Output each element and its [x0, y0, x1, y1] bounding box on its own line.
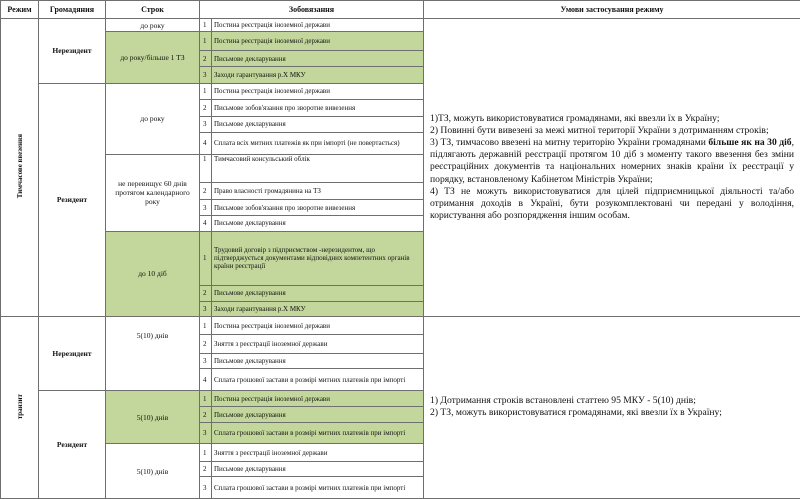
- table-row: [1, 19, 800, 32]
- term-cell: до 10 діб: [106, 231, 200, 316]
- header-citizenship: Громадяния: [39, 1, 106, 19]
- obligation-number: 2: [200, 335, 212, 354]
- obligation-text: Сплата грошової застави в розмірі митних платежів при імпорті: [212, 422, 424, 444]
- term-cell: не перевищує 60 днів протягом календарного року: [106, 154, 200, 231]
- obligation-text: Трудовий договір з підприємством -нерезидентом, що підтверджується документами відповідних компетентних органів країни реєстрації: [212, 231, 424, 285]
- obligation-text: Постина реєстрація іноземної держави: [212, 32, 424, 51]
- obligation-text: Письмове декларування: [212, 353, 424, 368]
- obligation-text: Письмове декларування: [212, 50, 424, 66]
- obligation-text: Письмове декларування: [212, 286, 424, 301]
- condition-item: 4) ТЗ не можуть використовуватися для цілей підприємницької діяльності та/або отримання доходів в Україні, бути розукомплектовані чи передані у володіння, користування або розпорядження іншим особам.: [430, 185, 795, 221]
- obligation-number: 3: [200, 301, 212, 316]
- obligation-number: 3: [200, 422, 212, 444]
- obligation-number: 4: [200, 133, 212, 155]
- obligation-text: Зняття з реєстрації іноземної держави: [212, 335, 424, 354]
- obligation-text: Заходи гарантування р.Х МКУ: [212, 301, 424, 316]
- obligation-text: Письмове зобов'язання про зворотне вивезення: [212, 100, 424, 116]
- regime-cell-temporary-import: [1, 19, 39, 317]
- header-row: [1, 1, 800, 19]
- obligation-number: 3: [200, 116, 212, 132]
- header-obligations: Зобовязання: [200, 1, 424, 19]
- obligation-text: Сплата всіх митних платежів як при імпорті (не повертається): [212, 133, 424, 155]
- condition-text: 3) ТЗ, тимчасово ввезені на митну територію України громадянами: [430, 137, 709, 149]
- condition-text: , підлягають державній реєстрації протягом 10 діб з моменту такого ввезення без зміни реєстраційних документів та національних номерних знаків країни їх реєстрації у порядку, встановленому Кабінетом Міністрів України;: [430, 137, 795, 185]
- group-nonresident: Нерезидент: [39, 316, 106, 390]
- obligation-number: 1: [200, 83, 212, 99]
- obligation-text: Право власності громадянина на ТЗ: [212, 183, 424, 199]
- obligation-text: Письмове декларування: [212, 216, 424, 231]
- condition-item: 2) Повинні бути вивезені за межі митної території України з дотриманням строків;: [430, 125, 769, 137]
- obligation-number: 3: [200, 67, 212, 83]
- term-cell: 5(10) днів: [106, 316, 200, 390]
- group-nonresident: Нерезидент: [39, 19, 106, 84]
- obligation-text: Сплата грошової застави в розмірі митних платежів при імпорті: [212, 369, 424, 391]
- header-regime: Режим: [1, 1, 39, 19]
- header-conditions: Умови застосування режиму: [424, 1, 800, 19]
- obligation-number: 1: [200, 231, 212, 285]
- obligation-number: 1: [200, 316, 212, 335]
- obligation-text: Постина реєстрація іноземної держави: [212, 390, 424, 406]
- group-resident: Резидент: [39, 83, 106, 316]
- obligation-number: 1: [200, 390, 212, 406]
- obligation-number: 1: [200, 32, 212, 51]
- obligation-number: 2: [200, 407, 212, 422]
- obligation-number: 3: [200, 477, 212, 499]
- header-term: Строк: [106, 1, 200, 19]
- obligation-number: 4: [200, 369, 212, 391]
- obligation-text: Постина реєстрація іноземної держави: [212, 316, 424, 335]
- obligation-text: Постина реєстрація іноземної держави: [212, 19, 424, 32]
- conditions-transit: [424, 316, 800, 498]
- obligation-text: Сплата грошової застави в розмірі митних платежів при імпорті: [212, 477, 424, 499]
- obligation-text: Письмове зобов'язання про зворотне вивезення: [212, 199, 424, 215]
- condition-emphasis: більше як на 30 діб: [708, 137, 792, 149]
- obligation-number: 2: [200, 183, 212, 199]
- obligation-text: Постина реєстрація іноземної держави: [212, 83, 424, 99]
- condition-item: 2) ТЗ, можуть використовуватися громадянами, які ввезли їх в Україну;: [430, 407, 722, 419]
- obligation-number: 1: [200, 154, 212, 183]
- obligation-text: Зняття з реєстрації іноземної держави: [212, 444, 424, 461]
- obligation-text: Тимчасовий консульський облік: [212, 154, 424, 183]
- obligation-text: Письмове декларування: [212, 461, 424, 476]
- obligation-text: Заходи гарантування р.Х МКУ: [212, 67, 424, 83]
- obligation-number: 2: [200, 286, 212, 301]
- obligation-number: 2: [200, 461, 212, 476]
- obligation-number: 4: [200, 216, 212, 231]
- regime-cell-transit: [1, 316, 39, 498]
- conditions-temporary-import: [424, 19, 800, 317]
- obligation-number: 3: [200, 199, 212, 215]
- obligation-number: 2: [200, 100, 212, 116]
- regime-label: транзит: [15, 393, 24, 420]
- term-cell: до року: [106, 83, 200, 154]
- regime-label: Тимчасове ввезення: [15, 134, 24, 199]
- obligation-number: 3: [200, 353, 212, 368]
- obligation-number: 1: [200, 19, 212, 32]
- term-cell: 5(10) днів: [106, 444, 200, 499]
- condition-item: [430, 137, 794, 185]
- obligation-text: Письмове декларування: [212, 116, 424, 132]
- term-cell: 5(10) днів: [106, 390, 200, 443]
- condition-item: 1)ТЗ, можуть використовуватися громадянами, які ввезли їх в Україну;: [430, 113, 720, 125]
- term-cell: до року/більше 1 ТЗ: [106, 32, 200, 83]
- obligation-number: 2: [200, 50, 212, 66]
- obligation-text: Письмове декларування: [212, 407, 424, 422]
- term-cell: до року: [106, 19, 200, 32]
- table-row: [1, 316, 800, 335]
- group-resident: Резидент: [39, 390, 106, 498]
- obligation-number: 1: [200, 444, 212, 461]
- condition-item: 1) Дотримання строків встановлені статтею 95 МКУ - 5(10) днів;: [430, 395, 696, 407]
